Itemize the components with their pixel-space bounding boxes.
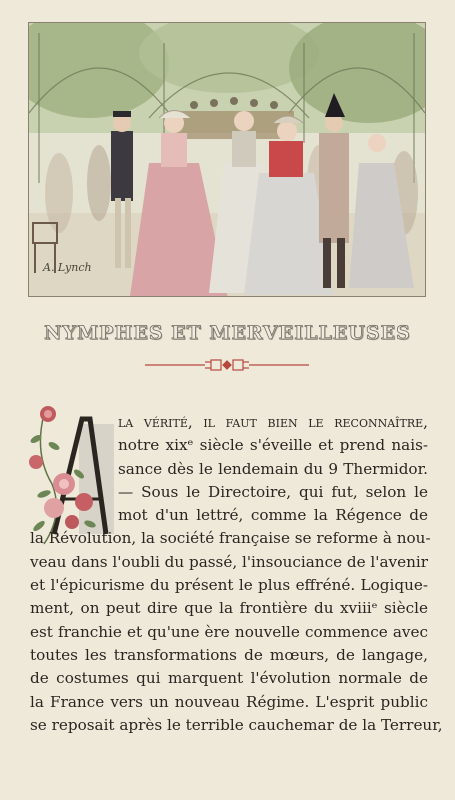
text-line-2: notre xixᵉ siècle s'éveille et prend nais-	[118, 436, 428, 455]
title-ornament	[145, 358, 309, 372]
illustration-drawing	[29, 23, 425, 296]
text-line-1: la vérité, il faut bien le reconnaître,	[118, 413, 428, 431]
text-line-5: mot d'un lettré, comme la Régence de	[118, 506, 428, 525]
text-line-11: toutes les transformations de mœurs, de langage,	[30, 645, 428, 664]
text-line-8: et l'épicurisme du présent le plus effréné. Logique-	[30, 576, 428, 595]
ball-scene-illustration	[28, 22, 426, 297]
text-line-4: — Sous le Directoire, qui fut, selon le	[118, 482, 428, 501]
text-line-3: sance dès le lendemain du 9 Thermidor.	[118, 459, 428, 478]
text-line-12: de costumes qui marquent l'évolution normale de	[30, 669, 428, 688]
text-line-10: est franchie et qu'une ère nouvelle commence avec	[30, 622, 428, 641]
text-line-13: la France vers un nouveau Régime. L'esprit public	[30, 692, 428, 711]
body-text	[30, 411, 443, 737]
artist-signature: A. Lynch	[43, 261, 92, 274]
text-line-9: ment, on peut dire que la frontière du xviiiᵉ siècle	[30, 599, 428, 618]
text-line-7: veau dans l'oubli du passé, l'insouciance de l'avenir	[30, 552, 428, 571]
chapter-title: NYMPHES ET MERVEILLEUSES	[44, 322, 411, 344]
text-line-14: se reposait après le terrible cauchemar de la Terreur,	[30, 715, 443, 734]
text-line-6: la Révolution, la société française se reforme à nou-	[30, 529, 431, 548]
